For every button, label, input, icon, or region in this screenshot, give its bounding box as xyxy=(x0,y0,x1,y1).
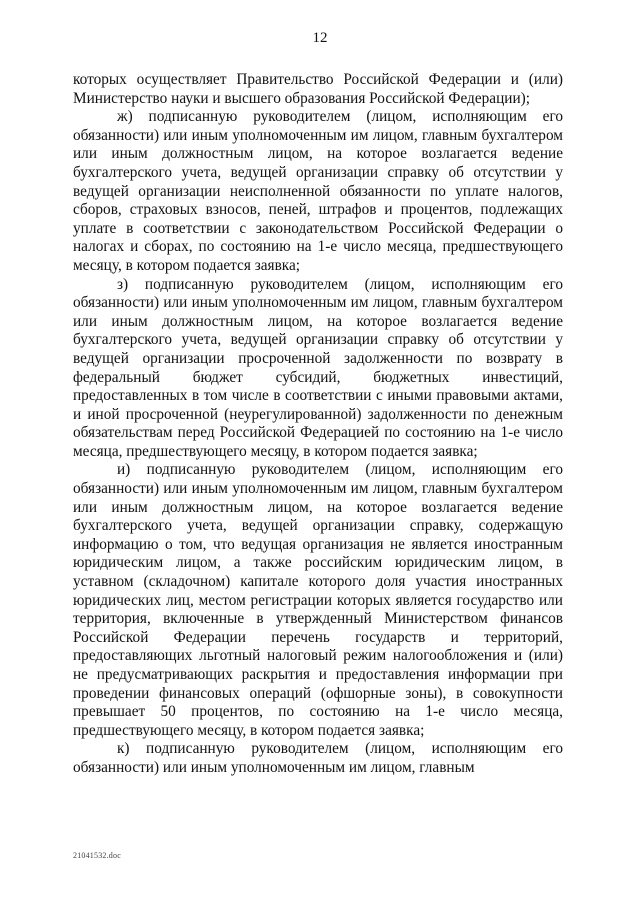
document-reference: 21041532.doc xyxy=(73,851,121,860)
paragraph-i: и) подписанную руководителем (лицом, исполняющим его обязанности) или иным уполномоченным им лицом, главным бухгалтером или иным должностным лицом, на которое возлагается ведение бухгалтерского учета, ведущей организации справку, содержащую информацию о том, что ведущая организация не является иностранным юридическим лицом, а также российским юридическим лицом, в уставном (складочном) капитале которого доля участия иностранных юридических лиц, местом регистрации которых является государство или территория, включенные в утвержденный Министерством финансов Российской Федерации перечень государств и территорий, предоставляющих льготный налоговый режим налогообложения и (или) не предусматривающих раскрытия и предоставления информации при проведении финансовых операций (офшорные зоны), в совокупности превышает 50 процентов, по состоянию на 1-е число месяца, предшествующего месяцу, в котором подается заявка; xyxy=(73,461,563,739)
document-body xyxy=(73,71,563,778)
paragraph-k: к) подписанную руководителем (лицом, исполняющим его обязанности) или иным уполномоченным им лицом, главным xyxy=(73,740,563,776)
paragraph-continuation: которых осуществляет Правительство Российской Федерации и (или) Министерство науки и высшего образования Российской Федерации); xyxy=(73,71,563,107)
page-number: 12 xyxy=(312,30,328,46)
paragraph-zh: ж) подписанную руководителем (лицом, исполняющим его обязанности) или иным уполномоченным им лицом, главным бухгалтером или иным должностным лицом, на которое возлагается ведение бухгалтерского учета, ведущей организации справку об отсутствии у ведущей организации неисполненной обязанности по уплате налогов, сборов, страховых взносов, пеней, штрафов и процентов, подлежащих уплате в соответствии с законодательством Российской Федерации о налогах и сборах, по состоянию на 1-е число месяца, предшествующего месяцу, в котором подается заявка; xyxy=(73,108,563,274)
paragraph-z: з) подписанную руководителем (лицом, исполняющим его обязанности) или иным уполномоченным им лицом, главным бухгалтером или иным должностным лицом, на которое возлагается ведение бухгалтерского учета, ведущей организации справку об отсутствии у ведущей организации просроченной задолженности по возврату в федеральный бюджет субсидий, бюджетных инвестиций, предоставленных в том числе в соответствии с иными правовыми актами, и иной просроченной (неурегулированной) задолженности по денежным обязательствам перед Российской Федерацией по состоянию на 1-е число месяца, предшествующего месяцу, в котором подается заявка; xyxy=(73,275,563,460)
